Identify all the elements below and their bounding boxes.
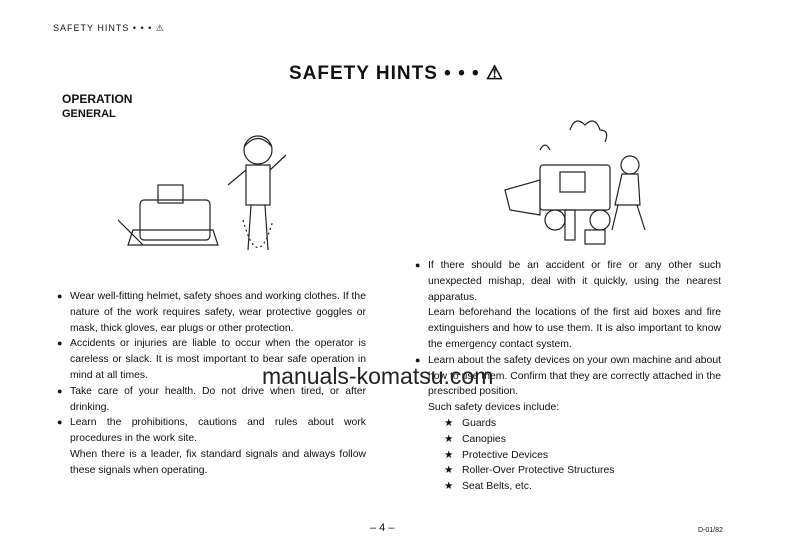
list-item-continuation: Learn beforehand the locations of the first aid boxes and fire extinguishers and how to use them. It is also important to know the emergency contact system. xyxy=(428,307,721,350)
star-icon: ★ xyxy=(444,465,454,477)
device-item: ★ Canopies xyxy=(444,432,721,448)
bullet-icon: ● xyxy=(57,338,63,349)
list-item-continuation: Such safety devices include: xyxy=(428,402,560,414)
bullet-icon: ● xyxy=(57,385,63,396)
bullet-icon: ● xyxy=(415,260,421,270)
running-header: SAFETY HINTS • • • ⚠ xyxy=(53,23,165,33)
page-title: SAFETY HINTS • • • ⚠ xyxy=(289,63,504,84)
star-icon: ★ xyxy=(444,449,454,461)
list-item: ● Take care of your health. Do not drive when tired, or after drinking. xyxy=(57,385,366,413)
list-item: ● Wear well-fitting helmet, safety shoes and working clothes. If the nature of the work requires safety, wear protective goggles or mask, thick gloves, ear plugs or other protection. xyxy=(57,291,366,334)
operator-bulldozer-illustration xyxy=(118,125,308,285)
list-item: ● Learn about the safety devices on your own machine and about how to use them. Confirm that they are correctly attached in the prescribed position. xyxy=(415,354,721,398)
list-item-continuation: When there is a leader, fix standard signals and always follow these signals when operating. xyxy=(70,448,366,476)
device-item: ★ Guards xyxy=(444,416,721,432)
device-item: ★ Protective Devices xyxy=(444,448,721,464)
accident-fire-illustration xyxy=(500,110,660,255)
star-icon: ★ xyxy=(444,433,454,445)
safety-devices-list xyxy=(444,416,721,495)
star-icon: ★ xyxy=(444,417,454,429)
list-item: ● If there should be an accident or fire or any other such unexpected mishap, deal with it quickly, using the nearest apparatus. xyxy=(415,260,721,303)
bullet-icon: ● xyxy=(415,354,421,365)
page-number: – 4 – xyxy=(370,522,395,534)
watermark: manuals-komatsu.com xyxy=(262,363,494,389)
bullet-icon: ● xyxy=(57,417,63,428)
list-item: ● Accidents or injuries are liable to occur when the operator is careless or slack. It is most important to bear safe operation in mind at all times. xyxy=(57,338,366,381)
list-item: ● Learn the prohibitions, cautions and rules about work procedures in the work site. xyxy=(57,417,366,445)
document-code: D-01/82 xyxy=(698,527,723,534)
device-item: ★ Roller-Over Protective Structures xyxy=(444,463,721,479)
subsection-heading: GENERAL xyxy=(62,108,116,120)
bullet-icon: ● xyxy=(57,291,63,301)
star-icon: ★ xyxy=(444,481,454,493)
device-item: ★ Seat Belts, etc. xyxy=(444,479,721,495)
section-heading: OPERATION xyxy=(62,92,133,106)
